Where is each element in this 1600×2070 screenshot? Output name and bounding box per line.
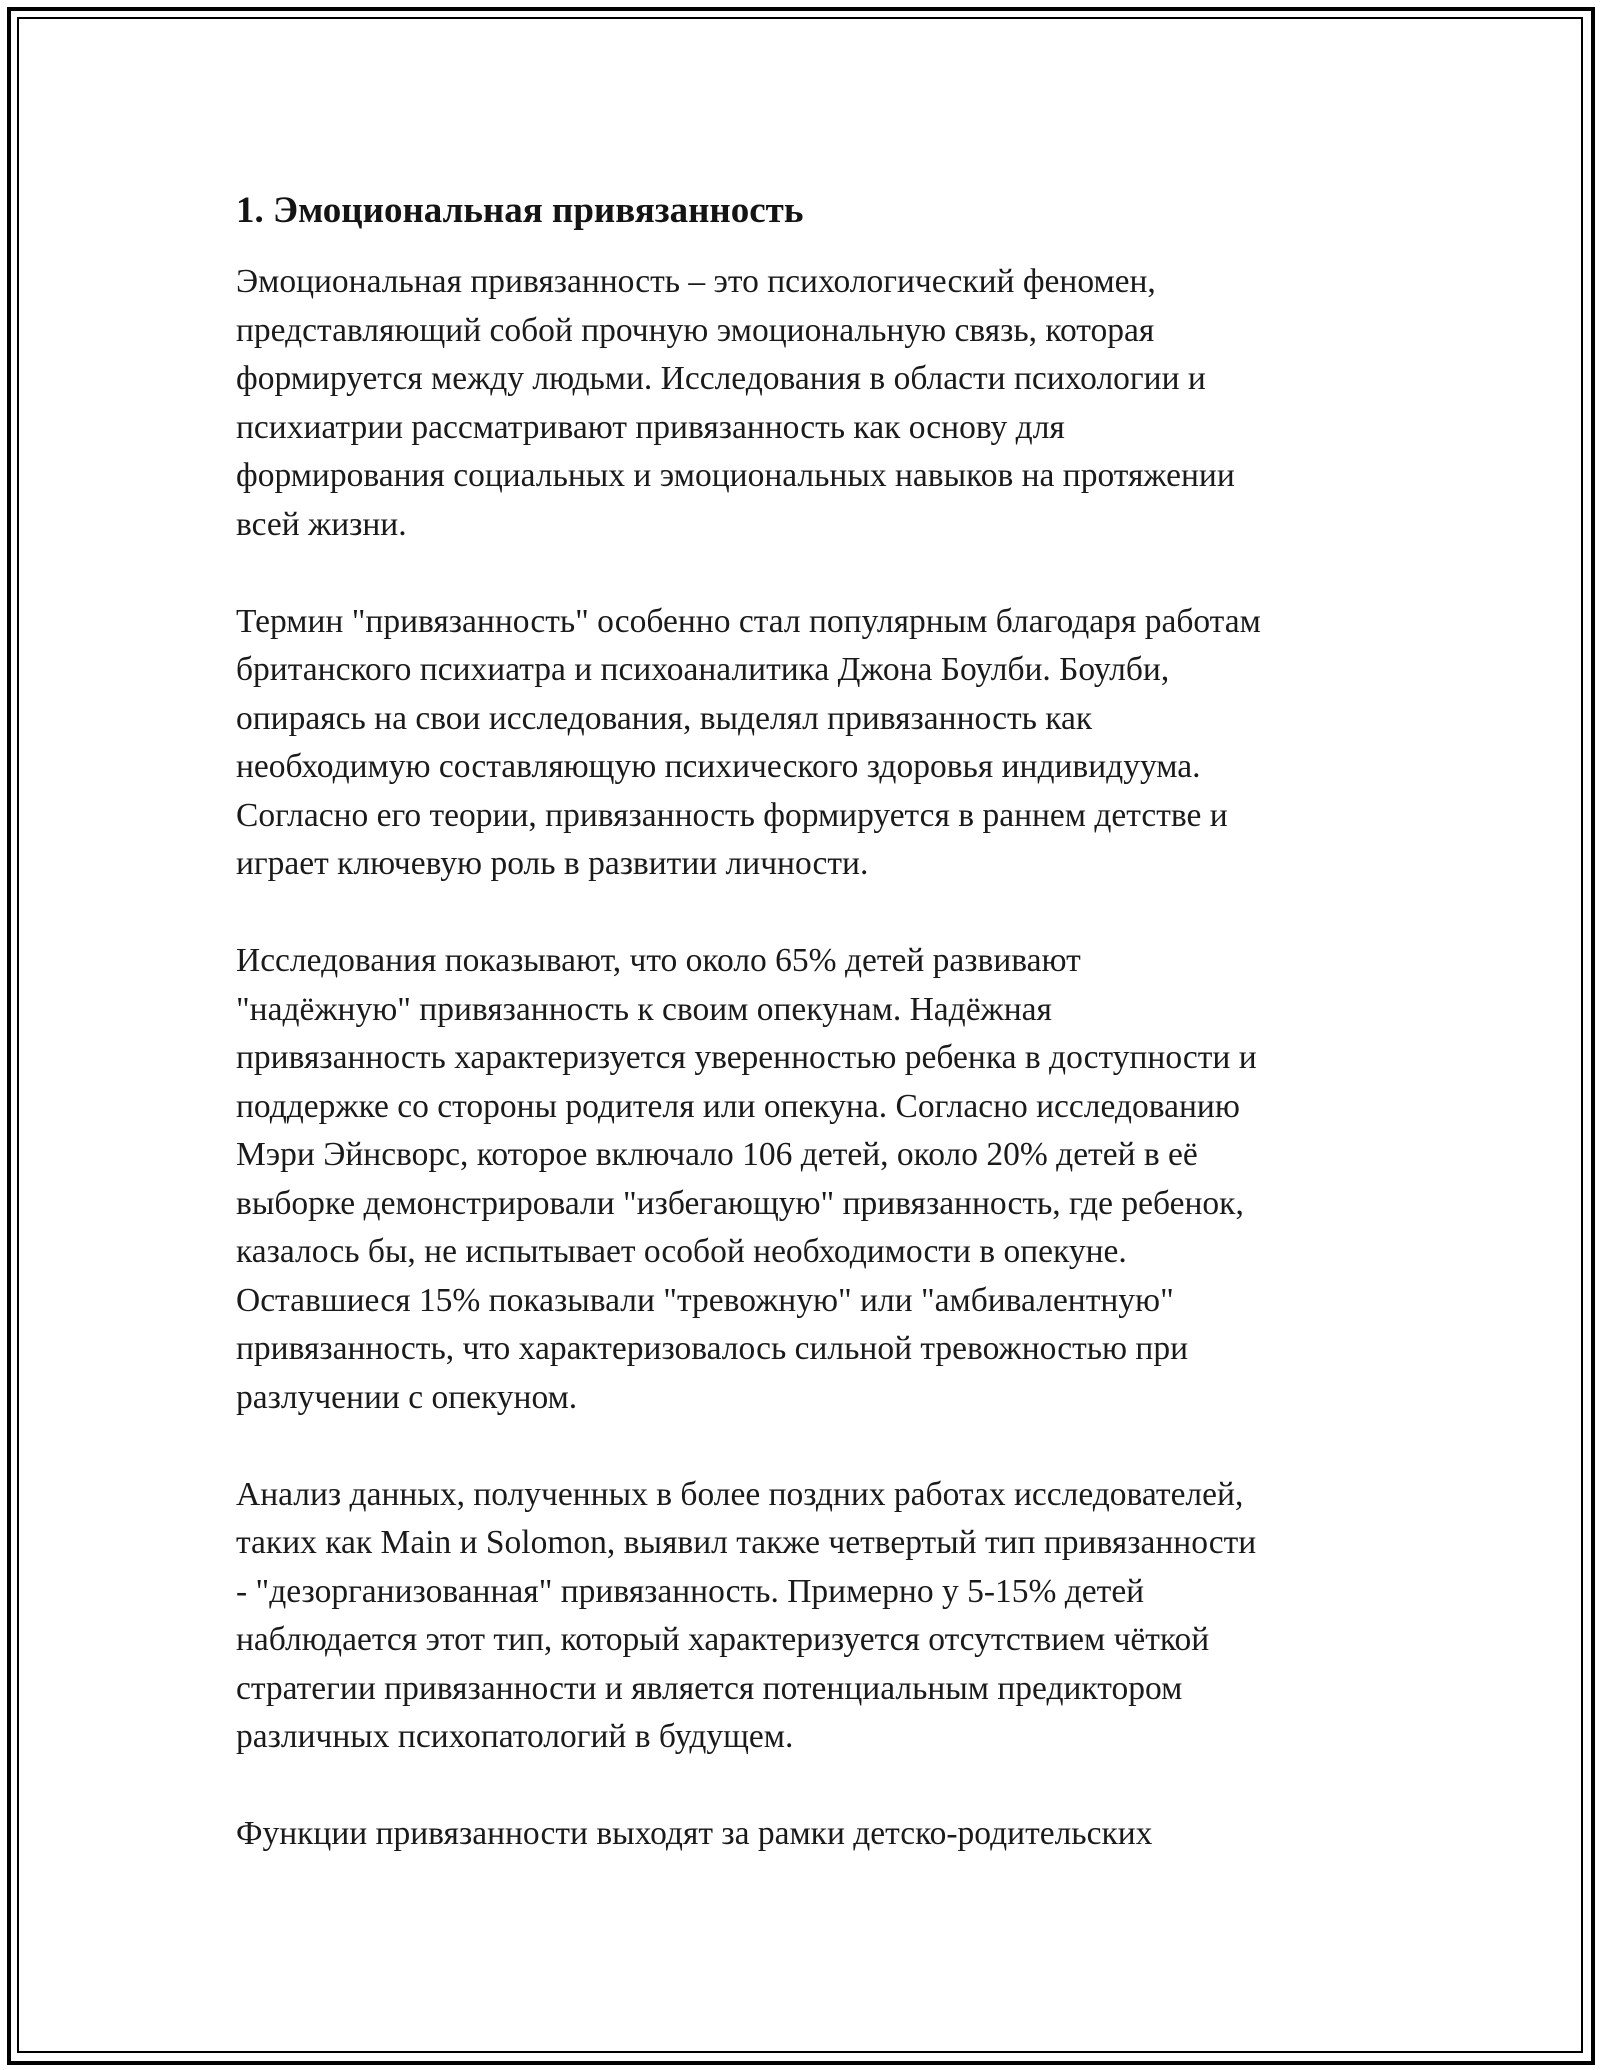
text-line: наблюдается этот тип, который характеризуется отсутствием чёткой (236, 1621, 1210, 1658)
text-line: привязанность характеризуется уверенностью ребенка в доступности и (236, 1039, 1257, 1076)
paragraph-1 (236, 258, 1416, 549)
text-line: Функции привязанности выходят за рамки детско-родительских (236, 1815, 1153, 1852)
text-line: психиатрии рассматривают привязанность как основу для (236, 408, 1065, 446)
text-line: разлучении с опекуном. (236, 1378, 578, 1416)
text-line: Оставшиеся 15% показывали "тревожную" или "амбивалентную" (236, 1281, 1174, 1319)
text-line: - "дезорганизованная" привязанность. Примерно у 5-15% детей (236, 1572, 1145, 1610)
text-line: таких как Main и Solomon, выявил также четвертый тип привязанности (236, 1524, 1257, 1561)
text-line: представляющий собой прочную эмоциональную связь, которая (236, 311, 1155, 349)
text-line: различных психопатологий в будущем. (236, 1718, 794, 1755)
text-line: играет ключевую роль в развитии личности. (236, 845, 869, 882)
paragraph-4 (236, 1471, 1416, 1762)
text-line: привязанность, что характеризовалось сильной тревожностью при (236, 1330, 1189, 1367)
text-line: формируется между людьми. Исследования в области психологии и (236, 360, 1206, 397)
text-line: Термин "привязанность" особенно стал популярным благодаря работам (236, 602, 1261, 640)
text-line: поддержке со стороны родителя или опекуна. Согласно исследованию (236, 1087, 1240, 1125)
text-line: выборке демонстрировали "избегающую" привязанность, где ребенок, (236, 1184, 1244, 1222)
text-line: Исследования показывают, что около 65% детей развивают (236, 942, 1081, 979)
paragraph-2 (236, 598, 1416, 889)
text-line: всей жизни. (236, 505, 407, 543)
document-body (236, 186, 1416, 1859)
text-line: Анализ данных, полученных в более поздних работах исследователей, (236, 1475, 1244, 1513)
text-line: стратегии привязанности и является потенциальным предиктором (236, 1669, 1183, 1707)
text-line: необходимую составляющую психического здоровья индивидуума. (236, 748, 1201, 785)
text-line: Согласно его теории, привязанность формируется в раннем детстве и (236, 796, 1228, 834)
text-line: Мэри Эйнсворс, которое включало 106 детей, около 20% детей в её (236, 1136, 1198, 1173)
paragraph-3 (236, 937, 1416, 1422)
text-line: "надёжную" привязанность к своим опекунам. Надёжная (236, 990, 1052, 1028)
text-line: казалось бы, не испытывает особой необходимости в опекуне. (236, 1233, 1127, 1270)
section-heading: 1. Эмоциональная привязанность (236, 190, 804, 231)
paragraph-5 (236, 1810, 1416, 1859)
text-line: формирования социальных и эмоциональных навыков на протяжении (236, 457, 1235, 494)
text-line: опираясь на свои исследования, выделял привязанность как (236, 699, 1093, 737)
text-line: Эмоциональная привязанность – это психологический феномен, (236, 263, 1156, 300)
text-line: британского психиатра и психоаналитика Джона Боулби. Боулби, (236, 651, 1170, 688)
